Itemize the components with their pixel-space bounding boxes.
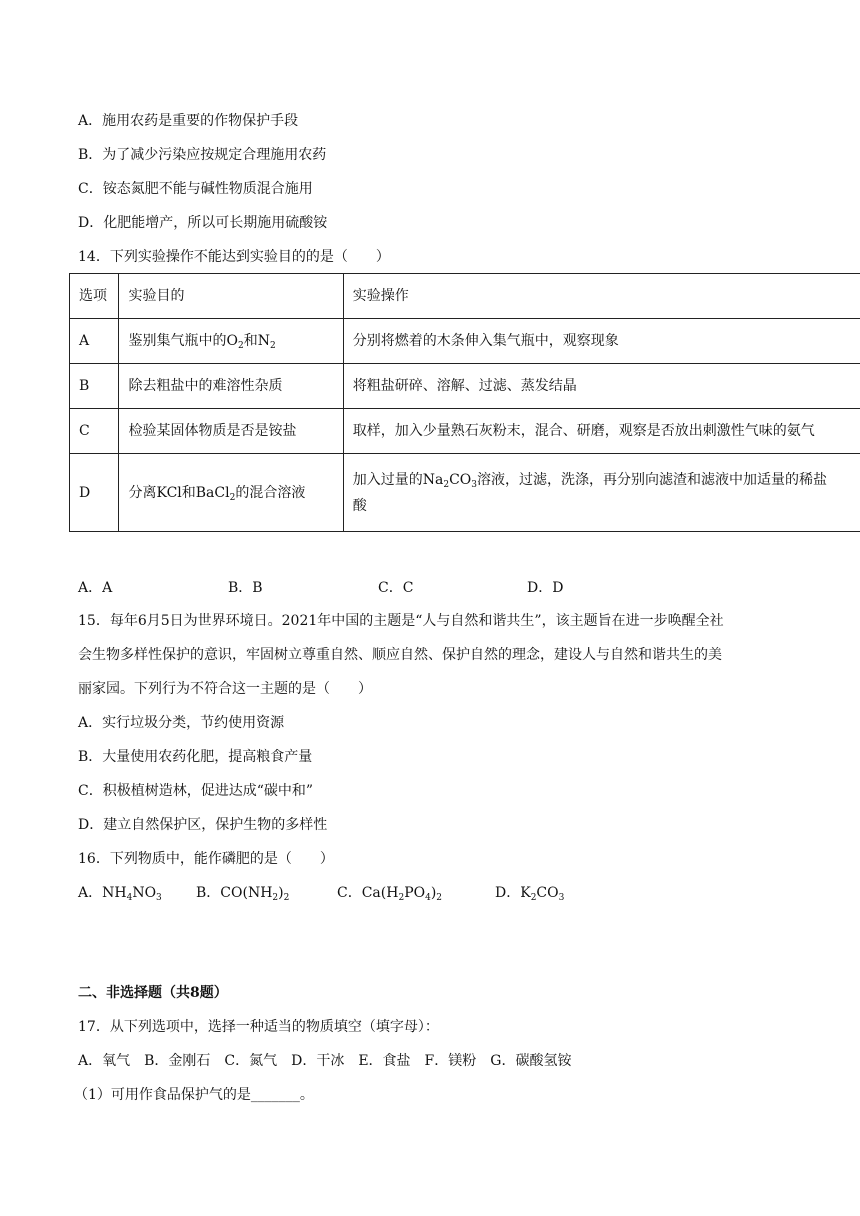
row-d-option: D <box>70 454 119 532</box>
q17-sub1: （1）可用作食品保护气的是_______。 <box>74 1087 314 1103</box>
row-a-option: A <box>70 319 119 364</box>
q16-option-d: D．$K_2CO_3$ <box>495 885 565 903</box>
q15-stem-line3: 丽家园。下列行为不符合这一主题的是（ ） <box>78 681 372 697</box>
q15-stem-line2: 会生物多样性保护的意识，牢固树立尊重自然、顺应自然、保护自然的理念，建设人与自然和谐共生的美 <box>78 647 722 663</box>
header-operation: 实验操作 <box>343 274 860 319</box>
q16-option-c: C．$Ca(H_2PO_4)_2$ <box>337 885 443 903</box>
row-c-purpose: 检验某固体物质是否是铵盐 <box>119 409 343 454</box>
q15-option-c: C．积极植树造林，促进达成“碳中和” <box>78 783 314 799</box>
row-d-operation: 加入过量的$Na_2CO_3$溶液，过滤，洗涤，再分别向滤渣和滤液中加适量的稀盐 酸 <box>343 454 860 532</box>
q13-option-a: A．施用农药是重要的作物保护手段 <box>78 113 299 129</box>
row-a-purpose: 鉴别集气瓶中的$O_2$和$N_2$ <box>119 319 343 364</box>
row-b-operation: 将粗盐研碎、溶解、过滤、蒸发结晶 <box>343 364 860 409</box>
row-b-purpose: 除去粗盐中的难溶性杂质 <box>119 364 343 409</box>
q15-stem-line1: 15．每年6月5日为世界环境日。2021年中国的主题是“人与自然和谐共生”，该主题旨在进一步唤醒全社 <box>78 613 724 629</box>
q13-option-b: B．为了减少污染应按规定合理施用农药 <box>78 147 327 163</box>
table-row <box>70 319 860 364</box>
row-c-operation: 取样，加入少量熟石灰粉末，混合、研磨，观察是否放出刺激性气味的氨气 <box>343 409 860 454</box>
table-row <box>70 454 860 532</box>
q14-answer-a: A．A <box>78 580 113 596</box>
table-row <box>70 364 860 409</box>
q17-stem: 17．从下列选项中，选择一种适当的物质填空（填字母）： <box>78 1019 439 1035</box>
header-purpose: 实验目的 <box>119 274 343 319</box>
q16-stem: 16．下列物质中，能作磷肥的是（ ） <box>78 851 334 867</box>
experiment-table <box>69 273 860 532</box>
q14-answer-b: B．B <box>228 580 263 596</box>
q16-option-b: B．$CO(NH_2)_2$ <box>196 885 290 903</box>
table-header-row <box>70 274 860 319</box>
q15-option-b: B．大量使用农药化肥，提高粮食产量 <box>78 749 313 765</box>
q17-choices: A．氧气 B．金刚石 C．氮气 D．干冰 E．食盐 F．镁粉 G．碳酸氢铵 <box>78 1053 572 1069</box>
q15-option-a: A．实行垃圾分类，节约使用资源 <box>78 715 285 731</box>
section-title: 二、非选择题（共8题） <box>78 985 228 1001</box>
q13-option-d: D．化肥能增产，所以可长期施用硫酸铵 <box>78 215 328 231</box>
row-a-operation: 分别将燃着的木条伸入集气瓶中，观察现象 <box>343 319 860 364</box>
row-d-purpose: 分离KCl和BaCl$_2$的混合溶液 <box>119 454 343 532</box>
row-c-option: C <box>70 409 119 454</box>
q14-stem: 14．下列实验操作不能达到实验目的的是（ ） <box>78 249 390 265</box>
q14-answer-d: D．D <box>527 580 564 596</box>
q14-answer-c: C．C <box>378 580 414 596</box>
row-b-option: B <box>70 364 119 409</box>
table-row <box>70 409 860 454</box>
q16-option-a: A．$NH_4NO_3$ <box>78 885 162 903</box>
q13-option-c: C．铵态氮肥不能与碱性物质混合施用 <box>78 181 313 197</box>
q15-option-d: D．建立自然保护区，保护生物的多样性 <box>78 817 328 833</box>
header-option: 选项 <box>70 274 119 319</box>
